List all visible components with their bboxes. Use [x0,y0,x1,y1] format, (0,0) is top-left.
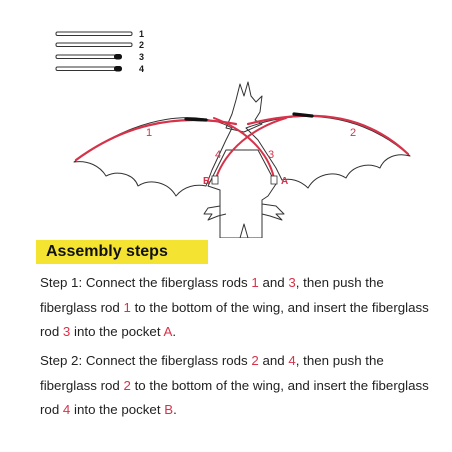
legend-label-3: 3 [139,52,145,62]
legend-rod-4 [56,64,144,74]
assembly-steps-heading: Assembly steps [36,240,208,264]
rod-3-label: 3 [268,149,275,161]
dragon-tail [240,224,248,238]
rod-4-label: 4 [215,149,222,161]
dragon-body [208,150,276,238]
legend-rod-1 [56,29,144,39]
pocket-a [271,176,288,187]
dragon-kite-outline [74,82,410,238]
rod-connector-right [294,114,312,116]
dragon-left-claw [204,206,226,220]
step-2-pocket: B [164,402,174,417]
step-1-rod-d: 3 [62,324,71,339]
fiberglass-rods [76,114,408,178]
legend-rod-2 [56,40,144,50]
step-1-pocket: A [163,324,173,339]
rod-connector-left [186,119,206,120]
legend-rod-3 [56,52,144,62]
rod-1 [76,120,236,160]
legend-label-4: 4 [139,64,145,74]
step-2-rod-d: 4 [62,402,71,417]
step-1-rod-b: 3 [288,275,296,290]
rod-1-label: 1 [146,127,153,139]
legend-label-2: 2 [139,40,145,50]
step-2-rod-c: 2 [123,377,131,393]
rod-2-label: 2 [350,127,357,139]
step-1-text: Step 1: Connect the fiberglass rods 1 and 3, then push the fiberglass rod 1 to the bottom of the wing, and insert the fiberglass rod 3 into the pocket A. [40,275,429,339]
legend-label-1: 1 [139,29,145,39]
pocket-b-label: B [203,176,211,187]
dragon-right-claw [262,204,284,220]
step-2-rod-b: 4 [288,353,296,368]
step-1-rod-a: 1 [251,275,259,290]
step-2-rod-a: 2 [251,353,259,368]
rod-legend [56,29,144,74]
step-1-rod-c: 1 [123,299,131,315]
pocket-a-label: A [281,176,289,187]
step-2-text: Step 2: Connect the fiberglass rods 2 and 4, then push the fiberglass rod 2 to the bottom of the wing, and insert the fiberglass rod 4 into the pocket B. [40,353,429,417]
